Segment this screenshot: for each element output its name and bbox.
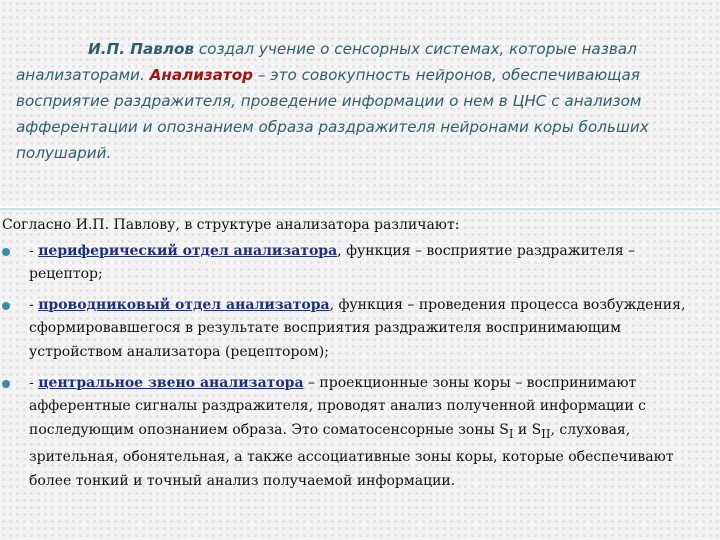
list-item-central [2, 372, 712, 494]
conductive-section-link[interactable]: проводниковый отдел анализатора [38, 296, 330, 313]
analyzer-structure-section [2, 214, 712, 500]
bullet-icon [2, 302, 10, 310]
divider-line [0, 206, 720, 210]
intro-text-1: создал учение о сенсорных системах, которые назвал анализаторами. [16, 40, 637, 84]
bullet-icon [2, 248, 10, 256]
list-item-conductive [2, 294, 712, 365]
analyzer-term: Анализатор [149, 66, 254, 84]
item-description-part-2: , слуховая, зрительная, обонятельная, а также ассоциативные зоны коры, которые обеспечивают более тонкий и точный анализ получаемой информации. [29, 421, 674, 489]
intro-text-2: – это совокупность нейронов, обеспечивающая восприятие раздражителя, проведение информации о нем в ЦНС с анализом афферентации и опознанием образа раздражителя нейронами коры больших полушарий. [16, 66, 649, 162]
item-description-connector: и S [513, 421, 542, 438]
peripheral-section-link[interactable]: периферический отдел анализатора [38, 242, 338, 259]
central-section-link[interactable]: центральное звено анализатора [38, 374, 304, 391]
analyzer-parts-list [2, 240, 712, 494]
list-item-peripheral [2, 240, 712, 287]
bullet-icon [2, 380, 10, 388]
subscript-one: I [508, 426, 514, 441]
item-description: , функция – восприятие раздражителя – рецептор; [29, 242, 636, 283]
item-prefix: - [29, 374, 39, 391]
intro-paragraph [16, 36, 706, 166]
item-description-part-1: – проекционные зоны коры – воспринимают афферентные сигналы раздражителя, проводят анализ полученной информации с последующим опознанием образа. Это соматосенсорные зоны S [29, 374, 647, 438]
author-name: И.П. Павлов [88, 40, 194, 58]
item-prefix: - [29, 296, 39, 313]
lead-sentence: Согласно И.П. Павлову, в структуре анализатора различают: [2, 217, 460, 233]
item-prefix: - [29, 242, 39, 259]
item-description: , функция – проведения процесса возбуждения, сформировавшегося в результате восприятия раздражителя воспринимающим устройством анализатора (рецептором); [29, 296, 686, 360]
subscript-two: II [541, 426, 551, 441]
